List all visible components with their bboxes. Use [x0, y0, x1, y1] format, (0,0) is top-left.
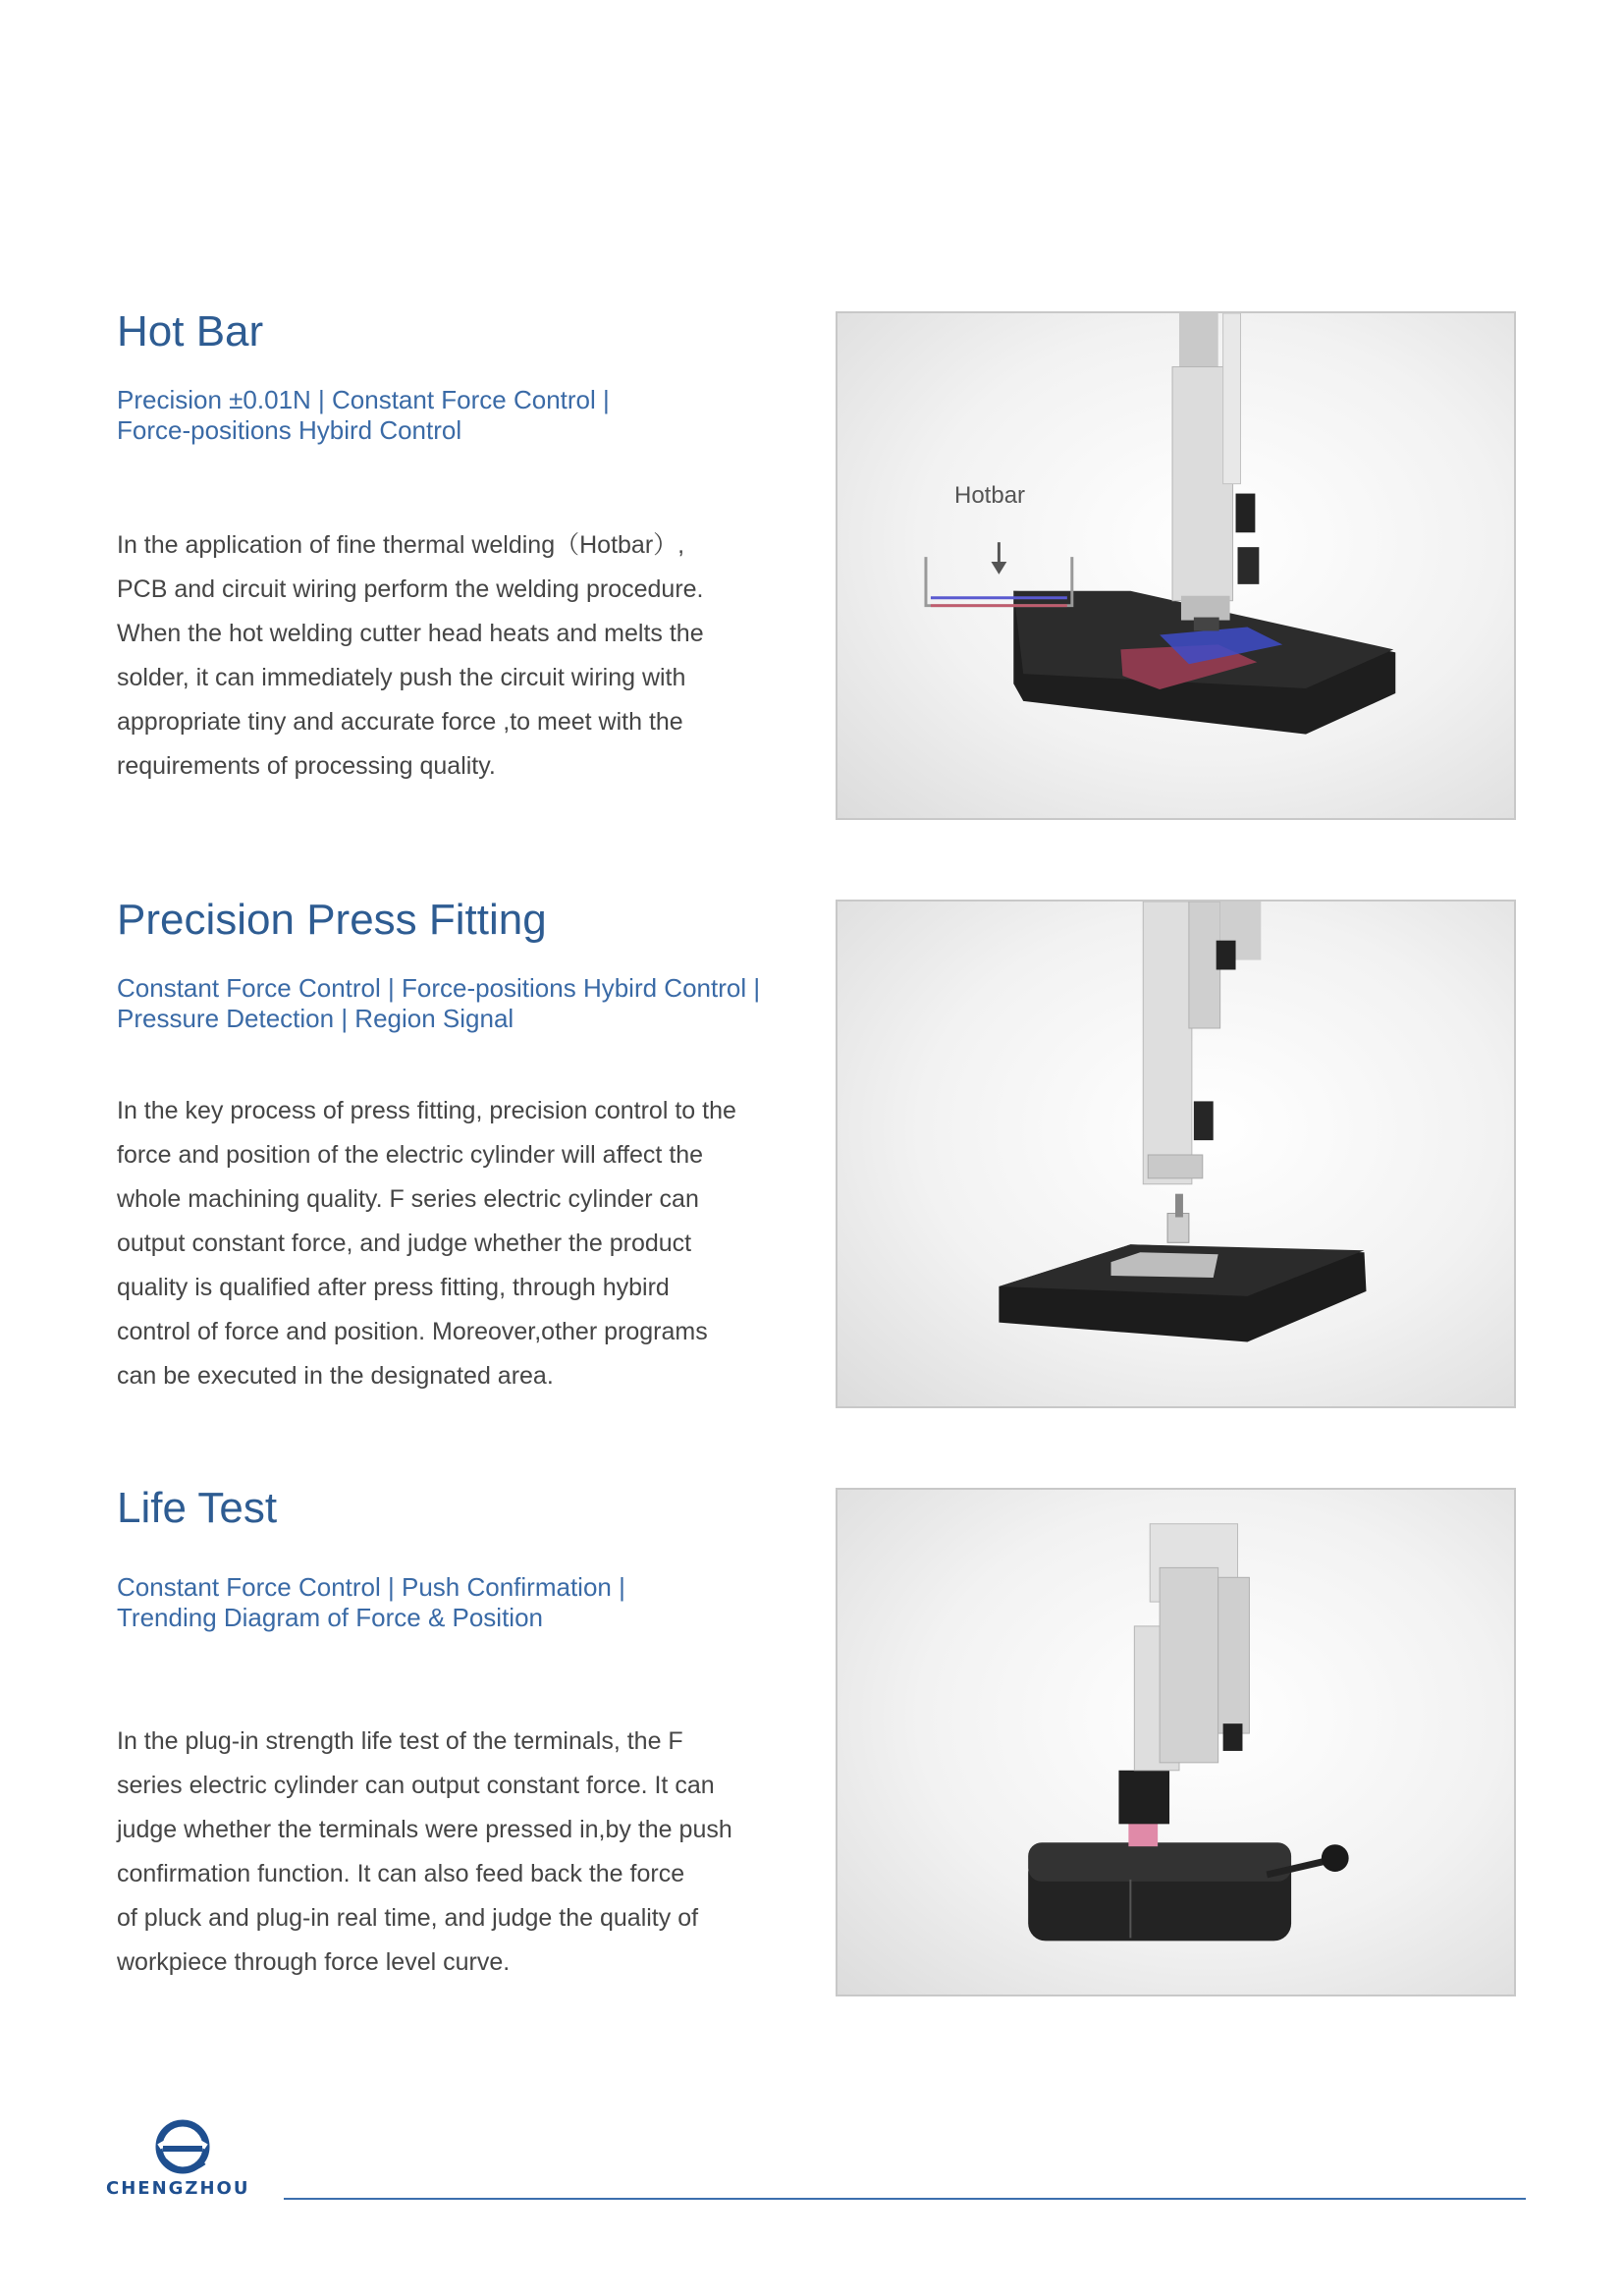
section-title: Life Test — [117, 1484, 278, 1532]
hot-bar-product-image — [836, 311, 1516, 820]
life-test-product-image — [836, 1488, 1516, 1996]
text-line: whole machining quality. F series electric cylinder can — [117, 1185, 699, 1213]
press-fitting-illustration — [838, 902, 1514, 1406]
feature-line: Trending Diagram of Force & Position — [117, 1603, 544, 1632]
text-line: quality is qualified after press fitting, through hybird — [117, 1274, 670, 1301]
hot-bar-illustration — [838, 313, 1514, 818]
text-line: When the hot welding cutter head heats and melts the — [117, 620, 704, 647]
life-test-illustration — [838, 1490, 1514, 1995]
text-line: requirements of processing quality. — [117, 752, 496, 780]
text-line: series electric cylinder can output constant force. It can — [117, 1772, 715, 1799]
feature-line: Force-positions Hybird Control — [117, 415, 462, 445]
text-line: confirmation function. It can also feed back the force — [117, 1860, 685, 1887]
section-title: Precision Press Fitting — [117, 896, 547, 944]
feature-line: Pressure Detection | Region Signal — [117, 1004, 514, 1033]
text-line: judge whether the terminals were pressed in,by the push — [117, 1816, 732, 1843]
feature-tags — [117, 385, 804, 446]
text-line: In the application of fine thermal welding（Hotbar）, — [117, 531, 685, 559]
feature-line: Constant Force Control | Push Confirmation | — [117, 1572, 625, 1602]
feature-line: Constant Force Control | Force-positions Hybird Control | — [117, 973, 761, 1003]
logo-wordmark: CHENGZHOU — [106, 2178, 250, 2199]
text-line: PCB and circuit wiring perform the welding procedure. — [117, 575, 704, 603]
section-description — [117, 1720, 765, 1985]
text-line: control of force and position. Moreover,other programs — [117, 1318, 708, 1345]
text-line: workpiece through force level curve. — [117, 1948, 511, 1976]
section-title: Hot Bar — [117, 307, 264, 355]
section-description — [117, 523, 765, 789]
press-fitting-product-image — [836, 900, 1516, 1408]
text-line: of pluck and plug-in real time, and judge the quality of — [117, 1904, 699, 1932]
text-line: can be executed in the designated area. — [117, 1362, 554, 1390]
text-line: output constant force, and judge whether the product — [117, 1230, 692, 1257]
feature-tags — [117, 973, 804, 1034]
text-line: In the plug-in strength life test of the terminals, the F — [117, 1727, 683, 1755]
hotbar-label: Hotbar — [954, 482, 1026, 509]
text-line: In the key process of press fitting, precision control to the — [117, 1097, 736, 1124]
feature-tags — [117, 1572, 804, 1633]
feature-line: Precision ±0.01N | Constant Force Control | — [117, 385, 610, 414]
footer-divider — [284, 2198, 1526, 2200]
text-line: solder, it can immediately push the circuit wiring with — [117, 664, 686, 691]
section-description — [117, 1089, 765, 1398]
text-line: appropriate tiny and accurate force ,to meet with the — [117, 708, 683, 736]
text-line: force and position of the electric cylinder will affect the — [117, 1141, 704, 1169]
